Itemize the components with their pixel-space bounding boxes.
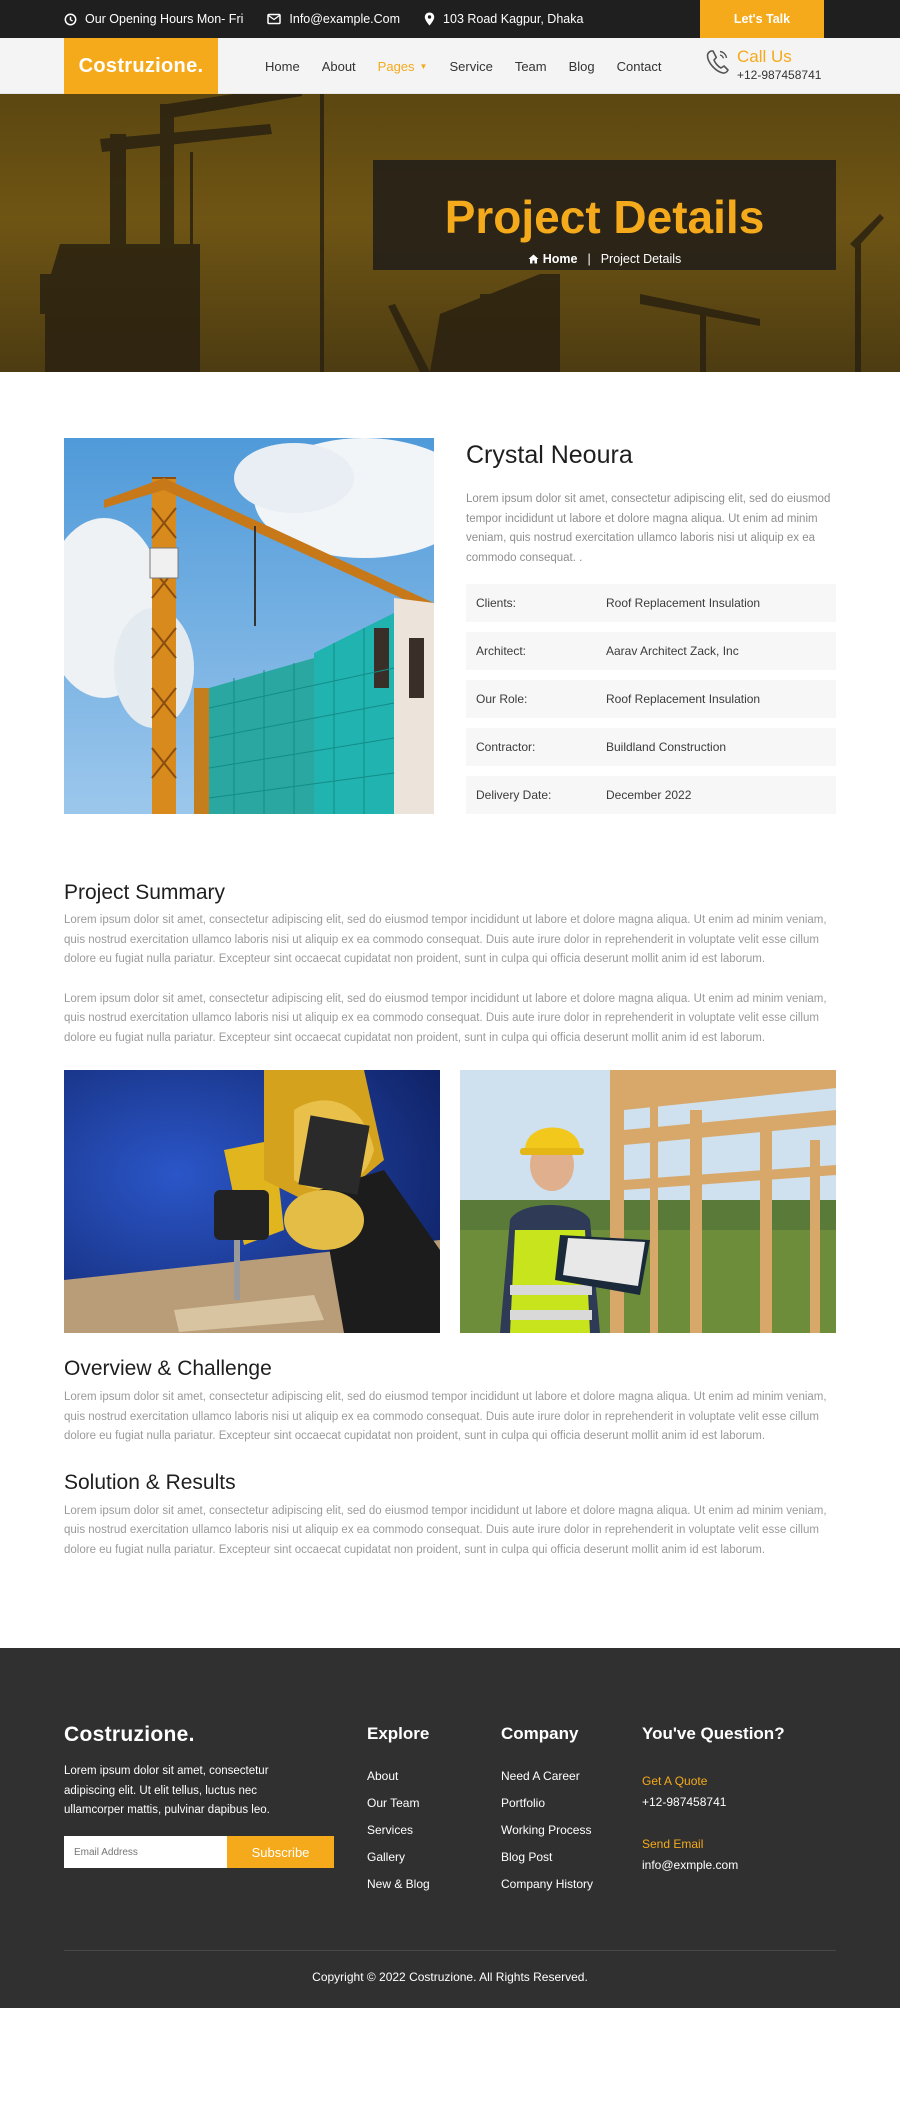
send-email-label: Send Email	[642, 1837, 704, 1851]
top-email-text[interactable]: Info@example.Com	[289, 12, 401, 26]
nav-item-label: Pages	[377, 58, 415, 74]
project-description: Lorem ipsum dolor sit amet, consectetur adipiscing elit, sed do eiusmod tempor incididunt ut labore et dolore magna aliqua. Ut enim ad minim veniam, quis nostrud exercitation ullamco laboris nisi ut aliquip ex ea commodo consequat. .	[466, 493, 831, 564]
footer-link[interactable]: Working Process	[501, 1823, 592, 1837]
opening-hours	[64, 12, 243, 26]
footer-logo-text: Costruzione.	[64, 1723, 195, 1746]
solution-paragraph: Lorem ipsum dolor sit amet, consectetur adipiscing elit, sed do eiusmod tempor incididunt ut labore et dolore magna aliqua. Ut enim ad minim veniam, quis nostrud exercitation ullamco laboris nisi ut aliquip ex ea commodo consequat. Duis aute irure dolor in reprehenderit in voluptate velit esse cillum dolore eu fugiat nulla pariatur. Excepteur sint occaecat cupidatat non proident, sunt in culpa qui officia deserunt mollit anim id est laborum.	[64, 1504, 827, 1556]
subscribe-button[interactable]: Subscribe	[227, 1836, 334, 1868]
footer-link[interactable]: Portfolio	[501, 1796, 546, 1810]
summary-paragraph-2: Lorem ipsum dolor sit amet, consectetur adipiscing elit, sed do eiusmod tempor incididunt ut labore et dolore magna aliqua. Ut enim ad minim veniam, quis nostrud exercitation ullamco laboris nisi ut aliquip ex ea commodo consequat. Duis aute irure dolor in reprehenderit in voluptate velit esse cillum dolore eu fugiat nulla pariatur. Excepteur sint occaecat cupidatat non proident, sunt in culpa qui officia deserunt mollit anim id est laborum.	[64, 992, 827, 1044]
breadcrumb-home[interactable]	[528, 252, 578, 266]
spec-value: Roof Replacement Insulation	[606, 596, 761, 610]
top-address-text: 103 Road Kagpur, Dhaka	[443, 12, 584, 26]
call-us-number[interactable]: +12-987458741	[737, 68, 822, 82]
project-content	[0, 882, 900, 1560]
nav-item-label: Contact	[616, 58, 662, 74]
nav-item-pages[interactable]	[378, 59, 428, 74]
hero-title-box	[373, 160, 836, 270]
call-us[interactable]	[705, 48, 821, 81]
spec-label: Architect:	[476, 644, 527, 658]
nav-item-home[interactable]	[265, 59, 300, 74]
project-intro	[0, 372, 900, 882]
crane-building-photo	[64, 438, 434, 814]
spec-value: Buildland Construction	[606, 740, 727, 754]
main-nav	[0, 38, 900, 94]
home-icon	[528, 254, 539, 264]
phone-icon	[705, 48, 731, 76]
footer-question	[642, 1724, 785, 1872]
spec-value: Roof Replacement Insulation	[606, 692, 761, 706]
company-heading: Company	[501, 1724, 579, 1743]
spec-row	[466, 584, 836, 622]
nav-item-label: Home	[265, 58, 300, 74]
spec-row	[466, 632, 836, 670]
envelope-icon	[267, 13, 281, 25]
breadcrumb-home-label: Home	[542, 252, 578, 266]
footer-link[interactable]: New & Blog	[367, 1877, 430, 1891]
footer-company	[501, 1724, 593, 1904]
spec-row	[466, 776, 836, 814]
nav-item-service[interactable]	[449, 59, 492, 74]
summary-heading: Project Summary	[64, 881, 226, 904]
clock-icon	[64, 13, 77, 26]
footer-link[interactable]: Company History	[501, 1877, 594, 1891]
lets-talk-button[interactable]: Let's Talk	[700, 0, 824, 38]
opening-hours-text: Our Opening Hours Mon- Fri	[85, 12, 244, 26]
copyright: Copyright © 2022 Costruzione. All Rights Reserved.	[312, 1970, 588, 1984]
logo-text: Costruzione.	[78, 54, 204, 77]
footer-link[interactable]: Blog Post	[501, 1850, 553, 1864]
explore-heading: Explore	[367, 1724, 430, 1743]
newsletter-form	[64, 1836, 334, 1868]
nav-item-contact[interactable]	[617, 59, 662, 74]
spec-label: Clients:	[476, 596, 517, 610]
question-heading: You've Question?	[642, 1724, 785, 1743]
call-us-label: Call Us	[737, 47, 792, 66]
top-address	[424, 12, 583, 26]
footer-divider	[64, 1950, 836, 1951]
nav-item-label: Team	[514, 58, 547, 74]
builder-photo	[460, 1070, 836, 1333]
overview-heading: Overview & Challenge	[64, 1357, 272, 1380]
nav-item-about[interactable]	[322, 59, 356, 74]
spec-label: Contractor:	[476, 740, 536, 754]
footer-link[interactable]: Gallery	[367, 1850, 406, 1864]
project-name: Crystal Neoura	[466, 441, 633, 469]
footer-about: Lorem ipsum dolor sit amet, consectetur adipiscing elit. Ut elit tellus, luctus nec ullamcorper mattis, pulvinar dapibus leo.	[64, 1765, 270, 1816]
caret-down-icon: ▼	[419, 61, 428, 71]
spec-label: Our Role:	[476, 692, 528, 706]
solution-heading: Solution & Results	[64, 1470, 236, 1494]
footer-explore	[367, 1724, 430, 1904]
breadcrumb	[373, 252, 836, 266]
footer-link[interactable]: Services	[367, 1823, 414, 1837]
footer-link[interactable]: About	[367, 1769, 399, 1783]
spec-row	[466, 680, 836, 718]
nav-menu	[265, 38, 683, 94]
footer-link[interactable]: Our Team	[367, 1796, 420, 1810]
call-us-text	[737, 48, 821, 81]
nav-item-label: About	[321, 58, 356, 74]
breadcrumb-separator: |	[587, 252, 591, 266]
footer-logo[interactable]	[64, 1723, 195, 1747]
spec-label: Delivery Date:	[476, 788, 552, 802]
overview-paragraph: Lorem ipsum dolor sit amet, consectetur adipiscing elit, sed do eiusmod tempor incididunt ut labore et dolore magna aliqua. Ut enim ad minim veniam, quis nostrud exercitation ullamco laboris nisi ut aliquip ex ea commodo consequat. Duis aute irure dolor in reprehenderit in voluptate velit esse cillum dolore eu fugiat nulla pariatur. Excepteur sint occaecat cupidatat non proident, sunt in culpa qui officia deserunt mollit anim id est laborum.	[64, 1391, 827, 1442]
page-title: Project Details	[444, 191, 765, 243]
spec-row	[466, 728, 836, 766]
newsletter-email-input[interactable]	[64, 1836, 227, 1868]
spec-value: December 2022	[606, 788, 692, 802]
get-a-quote-label: Get A Quote	[642, 1774, 708, 1788]
drill-photo	[64, 1070, 440, 1333]
nav-item-blog[interactable]	[569, 59, 595, 74]
footer-link[interactable]: Need A Career	[501, 1769, 580, 1783]
project-gallery	[64, 1070, 836, 1333]
project-specs	[466, 584, 836, 824]
nav-item-team[interactable]	[515, 59, 547, 74]
site-footer	[0, 1648, 900, 2008]
top-bar	[0, 0, 900, 38]
footer-email[interactable]: info@exmple.com	[642, 1858, 739, 1872]
quote-phone[interactable]: +12-987458741	[642, 1795, 727, 1809]
site-logo[interactable]	[64, 38, 218, 94]
nav-item-label: Blog	[568, 58, 595, 74]
page-hero	[0, 94, 900, 372]
summary-paragraph-1: Lorem ipsum dolor sit amet, consectetur adipiscing elit, sed do eiusmod tempor incididunt ut labore et dolore magna aliqua. Ut enim ad minim veniam, quis nostrud exercitation ullamco laboris nisi ut aliquip ex ea commodo consequat. Duis aute irure dolor in reprehenderit in voluptate velit esse cillum dolore eu fugiat nulla pariatur. Excepteur sint occaecat cupidatat non proident, sunt in culpa qui officia deserunt mollit anim id est laborum.	[64, 914, 827, 965]
top-email[interactable]	[267, 12, 400, 26]
nav-item-label: Service	[449, 58, 493, 74]
location-pin-icon	[424, 12, 435, 26]
spec-value: Aarav Architect Zack, Inc	[606, 644, 739, 658]
breadcrumb-current: Project Details	[600, 252, 682, 266]
